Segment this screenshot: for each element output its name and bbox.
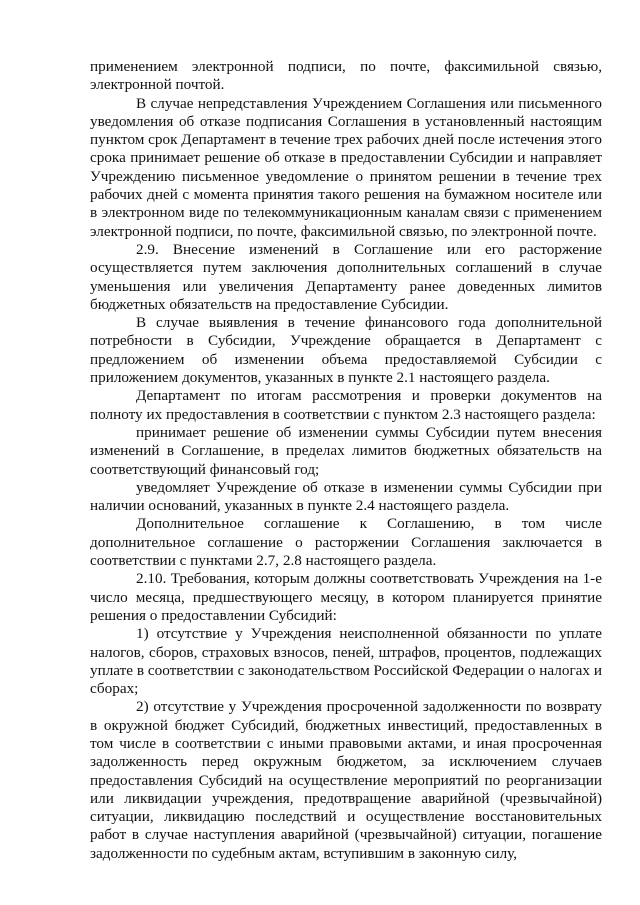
paragraph-2-9: 2.9. Внесение изменений в Соглашение или его расторжение осуществляется путем заключения дополнительных соглашений в случае уменьшения или увеличения Департаменту ранее доведенных лимитов бюджетных обязательств на предоставление Субсидии. — [90, 240, 602, 313]
paragraph-decision-change: принимает решение об изменении суммы Субсидии путем внесения изменений в Соглашение, в пределах лимитов бюджетных обязательств на соответствующий финансовый год; — [90, 423, 602, 478]
paragraph-nonsubmission: В случае непредставления Учреждением Соглашения или письменного уведомления об отказе подписания Соглашения в установленный настоящим пунктом срок Департамент в течение трех рабочих дней после истечения этого срока принимает решение об отказе в предоставлении Субсидии и направляет Учреждению письменное уведомление о принятом решении в течение трех рабочих дней с момента принятия такого решения на бумажном носителе или в электронном виде по телекоммуникационным каналам связи с применением электронной подписи, по почте, факсимильной связью, по электронной почте. — [90, 94, 602, 240]
document-body — [90, 58, 602, 863]
paragraph-additional-need: В случае выявления в течение финансового года дополнительной потребности в Субсидии, Учреждение обращается в Департамент с предложением об изменении объема предоставляемой Субсидии с приложением документов, указанных в пункте 2.1 настоящего раздела. — [90, 314, 602, 387]
paragraph-requirement-1: 1) отсутствие у Учреждения неисполненной обязанности по уплате налогов, сборов, страховых взносов, пеней, штрафов, процентов, подлежащих уплате в соответствии с законодательством Российской Федерации о налогах и сборах; — [90, 625, 602, 698]
paragraph-continuation: применением электронной подписи, по почте, факсимильной связью, электронной почтой. — [90, 58, 602, 94]
paragraph-department-review: Департамент по итогам рассмотрения и проверки документов на полноту их предоставления в соответствии с пунктом 2.3 настоящего раздела: — [90, 387, 602, 423]
paragraph-requirement-2: 2) отсутствие у Учреждения просроченной задолженности по возврату в окружной бюджет Субсидий, бюджетных инвестиций, предоставленных в том числе в соответствии с иными правовыми актами, и иная просроченная задолженность перед окружным бюджетом, за исключением случаев предоставления Субсидий на осуществление мероприятий по реорганизации или ликвидации учреждения, предотвращение аварийной (чрезвычайной) ситуации, ликвидацию последствий и осуществление восстановительных работ в случае наступления аварийной (чрезвычайной) ситуации, погашение задолженности по судебным актам, вступившим в законную силу, — [90, 698, 602, 862]
paragraph-refusal-notice: уведомляет Учреждение об отказе в изменении суммы Субсидии при наличии оснований, указанных в пункте 2.4 настоящего раздела. — [90, 478, 602, 515]
paragraph-additional-agreement: Дополнительное соглашение к Соглашению, в том числе дополнительное соглашение о расторжении Соглашения заключается в соответствии с пунктами 2.7, 2.8 настоящего раздела. — [90, 515, 602, 570]
paragraph-2-10: 2.10. Требования, которым должны соответствовать Учреждения на 1-е число месяца, предшествующего месяцу, в котором планируется принятие решения о предоставлении Субсидий: — [90, 570, 602, 624]
